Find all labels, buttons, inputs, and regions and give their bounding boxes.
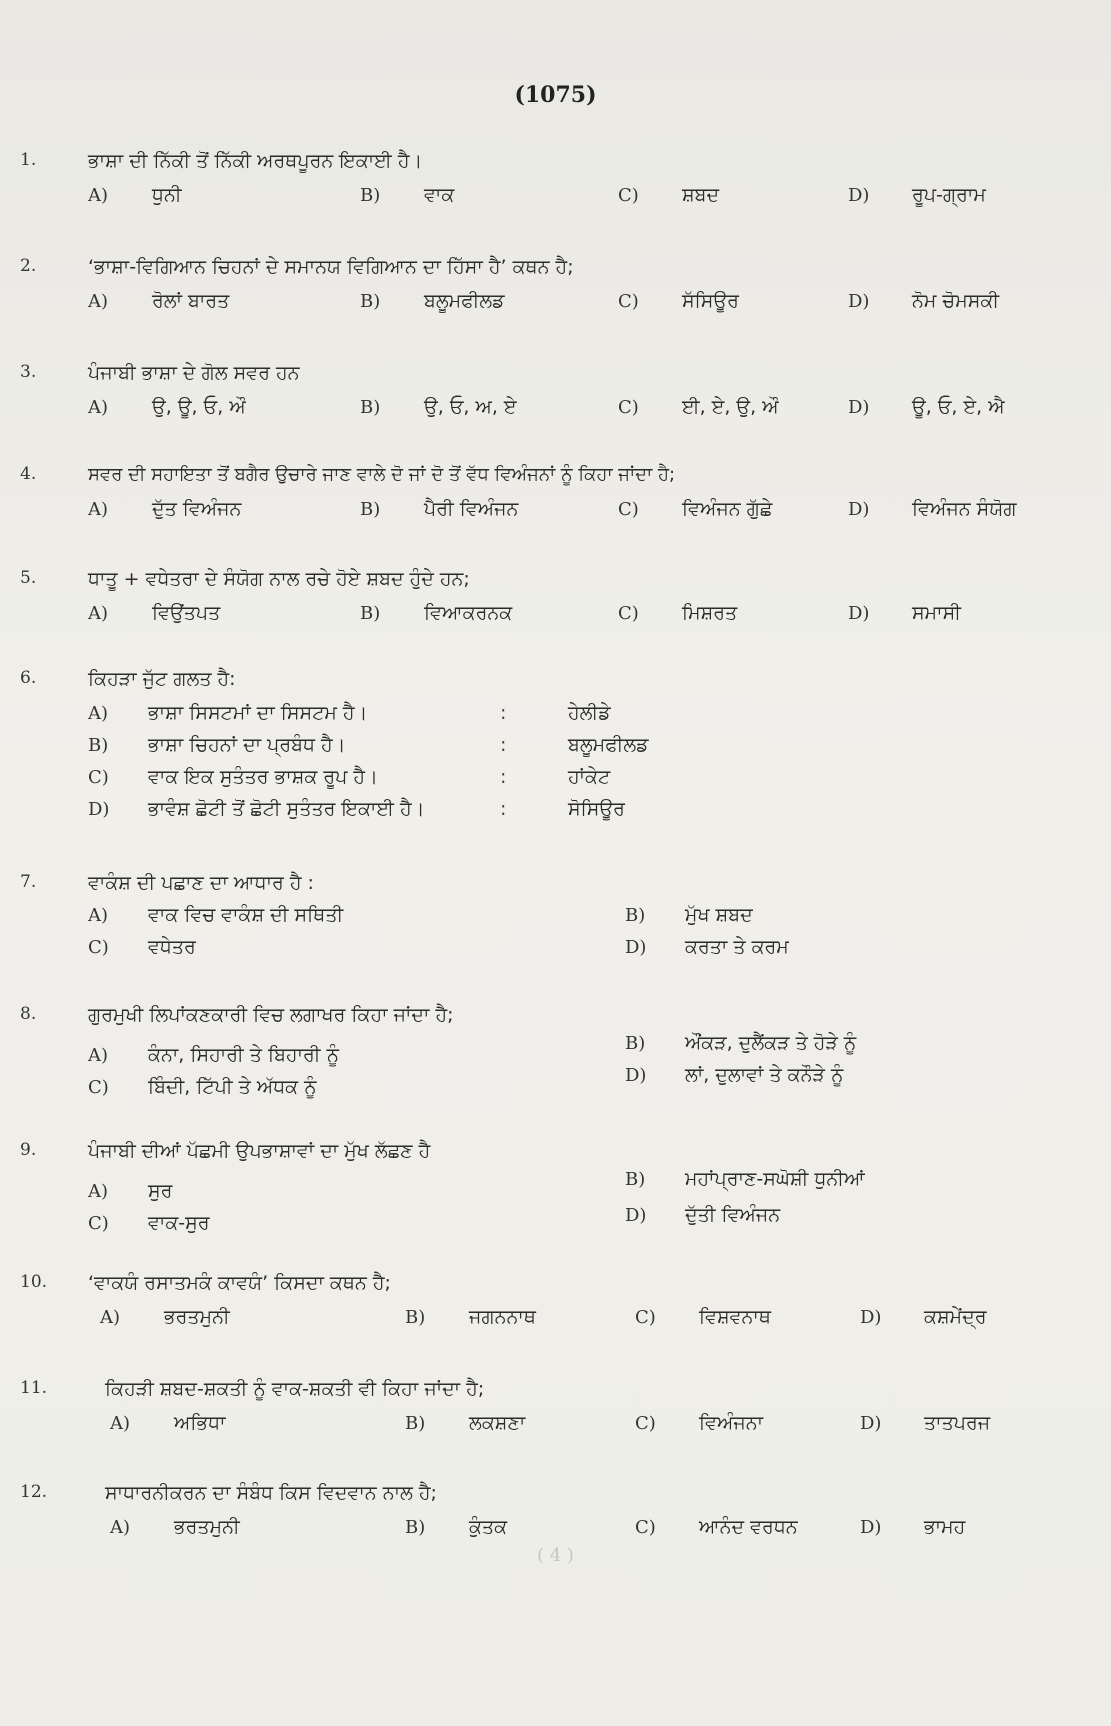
question-stem: ਕਿਹੜੀ ਸ਼ਬਦ-ਸ਼ਕਤੀ ਨੂੰ ਵਾਕ-ਸ਼ਕਤੀ ਵੀ ਕਿਹਾ ਜਾਂਦਾ ਹੈ;: [105, 1378, 485, 1400]
option-c[interactable]: C) ਵਧੇਤਰ: [88, 936, 196, 958]
match-answer: ਬਲੂਮਫੀਲਡ: [568, 734, 649, 756]
option-a[interactable]: A) ਉ, ਊ, ਓ, ਔ: [88, 396, 246, 418]
option-b[interactable]: B) ਲਕਸ਼ਣਾ: [405, 1412, 526, 1434]
list-item[interactable]: A) ਭਾਸ਼ਾ ਸਿਸਟਮਾਂ ਦਾ ਸਿਸਟਮ ਹੈ। : ਹੇਲੀਡੇ: [88, 702, 611, 724]
option-d[interactable]: D) ਲਾਂ, ਦੁਲਾਵਾਂ ਤੇ ਕਨੌੜੇ ਨੂੰ: [625, 1064, 844, 1086]
option-a[interactable]: A) ਵਿਉਂਤਪਤ: [88, 602, 221, 624]
question-number: 5.: [20, 568, 37, 588]
question-number: 3.: [20, 362, 37, 382]
question-number: 12.: [20, 1482, 48, 1502]
option-d[interactable]: D) ਦੁੱਤੀ ਵਿਅੰਜਨ: [625, 1204, 781, 1226]
option-a[interactable]: A) ਧੁਨੀ: [88, 184, 182, 206]
option-b[interactable]: B) ਉ, ਓ, ਅ, ਏ: [360, 396, 517, 418]
option-c[interactable]: C) ਵਾਕ-ਸੁਰ: [88, 1212, 210, 1234]
option-b[interactable]: B) ਮਹਾਂਪ੍ਰਾਣ-ਸਘੋਸ਼ੀ ਧੁਨੀਆਂ: [625, 1168, 865, 1190]
option-c[interactable]: C) ਆਨੰਦ ਵਰਧਨ: [635, 1516, 798, 1538]
page-footer-number: ( 4 ): [537, 1545, 574, 1566]
question-stem: ਧਾਤੂ + ਵਧੇਤਰਾ ਦੇ ਸੰਯੋਗ ਨਾਲ ਰਚੇ ਹੋਏ ਸ਼ਬਦ ਹੁੰਦੇ ਹਨ;: [88, 568, 470, 590]
option-a[interactable]: A) ਦੁੱਤ ਵਿਅੰਜਨ: [88, 498, 242, 520]
option-a[interactable]: A) ਅਭਿਧਾ: [110, 1412, 226, 1434]
option-c[interactable]: C) ਵਿਸ਼ਵਨਾਥ: [635, 1306, 771, 1328]
question-stem: ‘ਵਾਕਯੰ ਰਸਾਤਮਕੰ ਕਾਵਯੰ’ ਕਿਸਦਾ ਕਥਨ ਹੈ;: [88, 1272, 391, 1294]
option-a[interactable]: A) ਰੋਲਾਂ ਬਾਰਤ: [88, 290, 230, 312]
option-b[interactable]: B) ਮੁੱਖ ਸ਼ਬਦ: [625, 904, 753, 926]
match-answer: ਹਾਂਕੇਟ: [568, 766, 611, 788]
option-b[interactable]: B) ਵਾਕ: [360, 184, 455, 206]
option-d[interactable]: D) ਤਾਤਪਰਜ: [860, 1412, 991, 1434]
option-c[interactable]: C) ਸ਼ਬਦ: [618, 184, 720, 206]
question-number: 2.: [20, 256, 37, 276]
option-c[interactable]: C) ਵਿਅੰਜਨ ਗੁੱਛੇ: [618, 498, 773, 520]
option-a[interactable]: A) ਸੁਰ: [88, 1180, 173, 1202]
option-b[interactable]: B) ਬਲੂਮਫੀਲਡ: [360, 290, 505, 312]
option-c[interactable]: C) ਸੱਸਿਊਰ: [618, 290, 739, 312]
option-a[interactable]: A) ਭਰਤਮੁਨੀ: [110, 1516, 240, 1538]
option-b[interactable]: B) ਔਂਕੜ, ਦੁਲੈਂਕੜ ਤੇ ਹੋੜੇ ਨੂੰ: [625, 1032, 857, 1054]
option-c[interactable]: C) ਈ, ਏ, ਉ, ਔ: [618, 396, 779, 418]
question-stem: ‘ਭਾਸ਼ਾ-ਵਿਗਿਆਨ ਚਿਹਨਾਂ ਦੇ ਸਮਾਨਯ ਵਿਗਿਆਨ ਦਾ ਹਿੱਸਾ ਹੈ’ ਕਥਨ ਹੈ;: [88, 256, 574, 278]
question-stem: ਕਿਹੜਾ ਜੁੱਟ ਗਲਤ ਹੈ:: [88, 668, 236, 690]
option-d[interactable]: D) ਕਸ਼ਮੇਂਦ੍ਰ: [860, 1306, 987, 1328]
option-c[interactable]: C) ਬਿੰਦੀ, ਟਿੱਪੀ ਤੇ ਅੱਧਕ ਨੂੰ: [88, 1076, 317, 1098]
question-number: 4.: [20, 464, 37, 484]
question-stem: ਸਾਧਾਰਨੀਕਰਨ ਦਾ ਸੰਬੰਧ ਕਿਸ ਵਿਦਵਾਨ ਨਾਲ ਹੈ;: [105, 1482, 437, 1504]
question-number: 11.: [20, 1378, 48, 1398]
question-number: 6.: [20, 668, 37, 688]
question-number: 8.: [20, 1004, 37, 1024]
question-stem: ਪੰਜਾਬੀ ਦੀਆਂ ਪੱਛਮੀ ਉਪਭਾਸ਼ਾਵਾਂ ਦਾ ਮੁੱਖ ਲੱਛਣ ਹੈ: [88, 1140, 431, 1162]
option-b[interactable]: B) ਕੁੰਤਕ: [405, 1516, 508, 1538]
option-d[interactable]: D) ਊ, ਓ, ਏ, ਐ: [848, 396, 1005, 418]
option-b[interactable]: B) ਪੈਰੀ ਵਿਅੰਜਨ: [360, 498, 519, 520]
option-d[interactable]: D) ਕਰਤਾ ਤੇ ਕਰਮ: [625, 936, 789, 958]
option-d[interactable]: D) ਸਮਾਸੀ: [848, 602, 961, 624]
list-item[interactable]: B) ਭਾਸ਼ਾ ਚਿਹਨਾਂ ਦਾ ਪ੍ਰਬੰਧ ਹੈ। : ਬਲੂਮਫੀਲਡ: [88, 734, 649, 756]
option-a[interactable]: A) ਭਰਤਮੁਨੀ: [100, 1306, 230, 1328]
question-stem: ਵਾਕੰਸ਼ ਦੀ ਪਛਾਣ ਦਾ ਆਧਾਰ ਹੈ :: [88, 872, 314, 894]
option-b[interactable]: B) ਵਿਆਕਰਨਕ: [360, 602, 513, 624]
question-number: 1.: [20, 150, 37, 170]
match-answer: ਹੇਲੀਡੇ: [568, 702, 611, 724]
list-item[interactable]: C) ਵਾਕ ਇਕ ਸੁਤੰਤਰ ਭਾਸ਼ਕ ਰੂਪ ਹੈ। : ਹਾਂਕੇਟ: [88, 766, 611, 788]
option-d[interactable]: D) ਭਾਮਹ: [860, 1516, 966, 1538]
option-a[interactable]: A) ਕੰਨਾ, ਸਿਹਾਰੀ ਤੇ ਬਿਹਾਰੀ ਨੂੰ: [88, 1044, 339, 1066]
question-stem: ਭਾਸ਼ਾ ਦੀ ਨਿੱਕੀ ਤੋਂ ਨਿੱਕੀ ਅਰਥਪੂਰਨ ਇਕਾਈ ਹੈ।: [88, 150, 423, 172]
match-answer: ਸੋਸਿਊਰ: [568, 798, 625, 820]
option-c[interactable]: C) ਮਿਸ਼ਰਤ: [618, 602, 738, 624]
question-number: 10.: [20, 1272, 48, 1292]
question-stem: ਪੰਜਾਬੀ ਭਾਸ਼ਾ ਦੇ ਗੋਲ ਸਵਰ ਹਨ: [88, 362, 300, 384]
option-a[interactable]: A) ਵਾਕ ਵਿਚ ਵਾਕੰਸ਼ ਦੀ ਸਥਿਤੀ: [88, 904, 344, 926]
option-c[interactable]: C) ਵਿਅੰਜਨਾ: [635, 1412, 764, 1434]
question-number: 9.: [20, 1140, 37, 1160]
option-d[interactable]: D) ਵਿਅੰਜਨ ਸੰਯੋਗ: [848, 498, 1017, 520]
question-number: 7.: [20, 872, 37, 892]
list-item[interactable]: D) ਭਾਵੰਸ਼ ਛੋਟੀ ਤੋਂ ਛੋਟੀ ਸੁਤੰਤਰ ਇਕਾਈ ਹੈ। : ਸੋਸਿਊਰ: [88, 798, 625, 820]
question-stem: ਸਵਰ ਦੀ ਸਹਾਇਤਾ ਤੋਂ ਬਗੈਰ ਉਚਾਰੇ ਜਾਣ ਵਾਲੇ ਦੋ ਜਾਂ ਦੋ ਤੋਂ ਵੱਧ ਵਿਅੰਜਨਾਂ ਨੂੰ ਕਿਹਾ ਜਾਂਦਾ ਹੈ;: [88, 464, 676, 485]
question-stem: ਗੁਰਮੁਖੀ ਲਿਪਾਂਕਣਕਾਰੀ ਵਿਚ ਲਗਾਖਰ ਕਿਹਾ ਜਾਂਦਾ ਹੈ;: [88, 1004, 454, 1026]
option-b[interactable]: B) ਜਗਨਨਾਥ: [405, 1306, 536, 1328]
option-d[interactable]: D) ਨੋਮ ਚੋਮਸਕੀ: [848, 290, 1000, 312]
page-code: (1075): [514, 82, 597, 108]
option-d[interactable]: D) ਰੂਪ-ਗ੍ਰਾਮ: [848, 184, 986, 206]
